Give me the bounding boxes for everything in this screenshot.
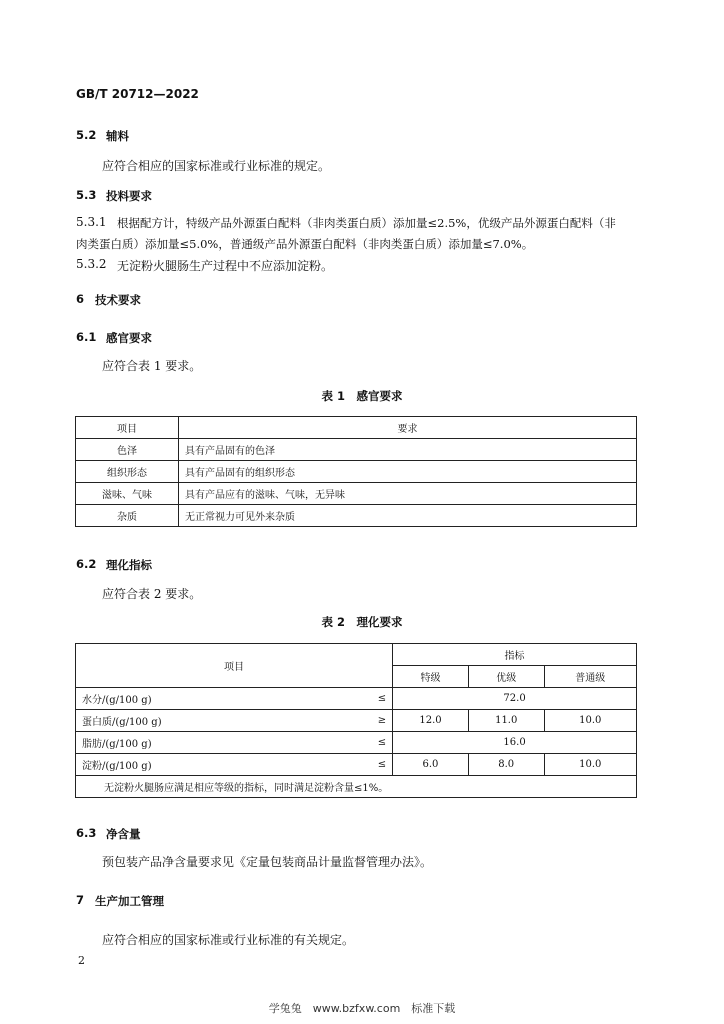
table-cell: 11.0 xyxy=(468,710,544,732)
section-5-3-title: 投料要求 xyxy=(106,189,152,203)
section-6-1-title: 感官要求 xyxy=(106,331,152,345)
table-cell: 16.0 xyxy=(393,732,637,754)
section-6-3-title: 净含量 xyxy=(106,827,141,841)
section-7-title: 生产加工管理 xyxy=(95,894,164,908)
table-row xyxy=(76,710,637,732)
table-row xyxy=(76,417,637,439)
table-header-cell: 项目 xyxy=(76,417,179,439)
standard-number: GB/T 20712—2022 xyxy=(76,87,199,101)
table-row xyxy=(76,688,637,710)
table-header-cell: 特级 xyxy=(393,666,469,688)
section-6-2-text: 应符合表 2 要求。 xyxy=(102,587,202,601)
page-number: 2 xyxy=(78,954,85,967)
table-cell: 色泽 xyxy=(76,439,179,461)
section-7-number: 7 xyxy=(76,893,85,907)
section-5-2-title: 辅料 xyxy=(106,129,129,143)
section-6-3-number: 6.3 xyxy=(76,826,97,840)
table-cell: 72.0 xyxy=(393,688,637,710)
table-cell: 具有产品应有的滋味、气味，无异味 xyxy=(179,483,637,505)
section-5-3-1-line1: 根据配方计，特级产品外源蛋白配料（非肉类蛋白质）添加量≤2.5%，优级产品外源蛋白配料（非 xyxy=(117,216,616,230)
section-6-number: 6 xyxy=(76,292,85,306)
section-5-3-1-number: 5.3.1 xyxy=(76,215,107,229)
table-cell: ≥ xyxy=(360,710,393,732)
section-5-2-number: 5.2 xyxy=(76,128,97,142)
table-cell: 具有产品固有的色泽 xyxy=(179,439,637,461)
section-6-2-number: 6.2 xyxy=(76,557,97,571)
section-5-3-1-line2: 肉类蛋白质）添加量≤5.0%，普通级产品外源蛋白配料（非肉类蛋白质）添加量≤7.0%。 xyxy=(76,237,534,251)
section-6-title: 技术要求 xyxy=(95,293,141,307)
table-cell: ≤ xyxy=(360,688,393,710)
section-5-3-2-text: 无淀粉火腿肠生产过程中不应添加淀粉。 xyxy=(117,259,334,273)
table-cell: 具有产品固有的组织形态 xyxy=(179,461,637,483)
section-5-2-text: 应符合相应的国家标准或行业标准的规定。 xyxy=(102,159,331,173)
table-cell: 淀粉/(g/100 g) xyxy=(76,754,361,776)
table-cell: 无正常视力可见外来杂质 xyxy=(179,505,637,527)
table-cell: 组织形态 xyxy=(76,461,179,483)
table-row xyxy=(76,461,637,483)
table-header-cell: 优级 xyxy=(468,666,544,688)
table-row xyxy=(76,732,637,754)
table-row xyxy=(76,754,637,776)
table-cell: 蛋白质/(g/100 g) xyxy=(76,710,361,732)
table-row xyxy=(76,776,637,798)
section-5-3-2-number: 5.3.2 xyxy=(76,257,107,271)
section-6-1-text: 应符合表 1 要求。 xyxy=(102,359,202,373)
table-cell: 8.0 xyxy=(468,754,544,776)
table-header-cell: 要求 xyxy=(179,417,637,439)
footer-watermark: 学兔兔 www.bzfxw.com 标准下载 xyxy=(268,1002,456,1015)
table-note: 无淀粉火腿肠应满足相应等级的指标，同时满足淀粉含量≤1%。 xyxy=(76,776,637,798)
table-cell: 12.0 xyxy=(393,710,469,732)
table-cell: 杂质 xyxy=(76,505,179,527)
table-cell: 水分/(g/100 g) xyxy=(76,688,361,710)
table-1-caption: 表 1 感官要求 xyxy=(321,389,403,403)
section-6-2-title: 理化指标 xyxy=(106,558,152,572)
section-6-3-text: 预包装产品净含量要求见《定量包装商品计量监督管理办法》。 xyxy=(102,855,433,869)
table-2-physicochemical xyxy=(75,643,637,798)
section-5-3-number: 5.3 xyxy=(76,188,97,202)
table-2-caption: 表 2 理化要求 xyxy=(321,615,403,629)
table-cell: 6.0 xyxy=(393,754,469,776)
table-cell: 滋味、气味 xyxy=(76,483,179,505)
table-row xyxy=(76,439,637,461)
table-row xyxy=(76,483,637,505)
section-6-1-number: 6.1 xyxy=(76,330,97,344)
table-1-sensory xyxy=(75,416,637,527)
table-header-cell: 指标 xyxy=(393,644,637,666)
section-7-text: 应符合相应的国家标准或行业标准的有关规定。 xyxy=(102,933,355,947)
table-cell: ≤ xyxy=(360,754,393,776)
table-cell: 10.0 xyxy=(544,710,636,732)
table-header-cell: 普通级 xyxy=(544,666,636,688)
table-cell: ≤ xyxy=(360,732,393,754)
table-cell: 10.0 xyxy=(544,754,636,776)
table-row xyxy=(76,505,637,527)
table-cell: 脂肪/(g/100 g) xyxy=(76,732,361,754)
table-row xyxy=(76,644,637,666)
table-header-cell: 项目 xyxy=(76,644,393,688)
